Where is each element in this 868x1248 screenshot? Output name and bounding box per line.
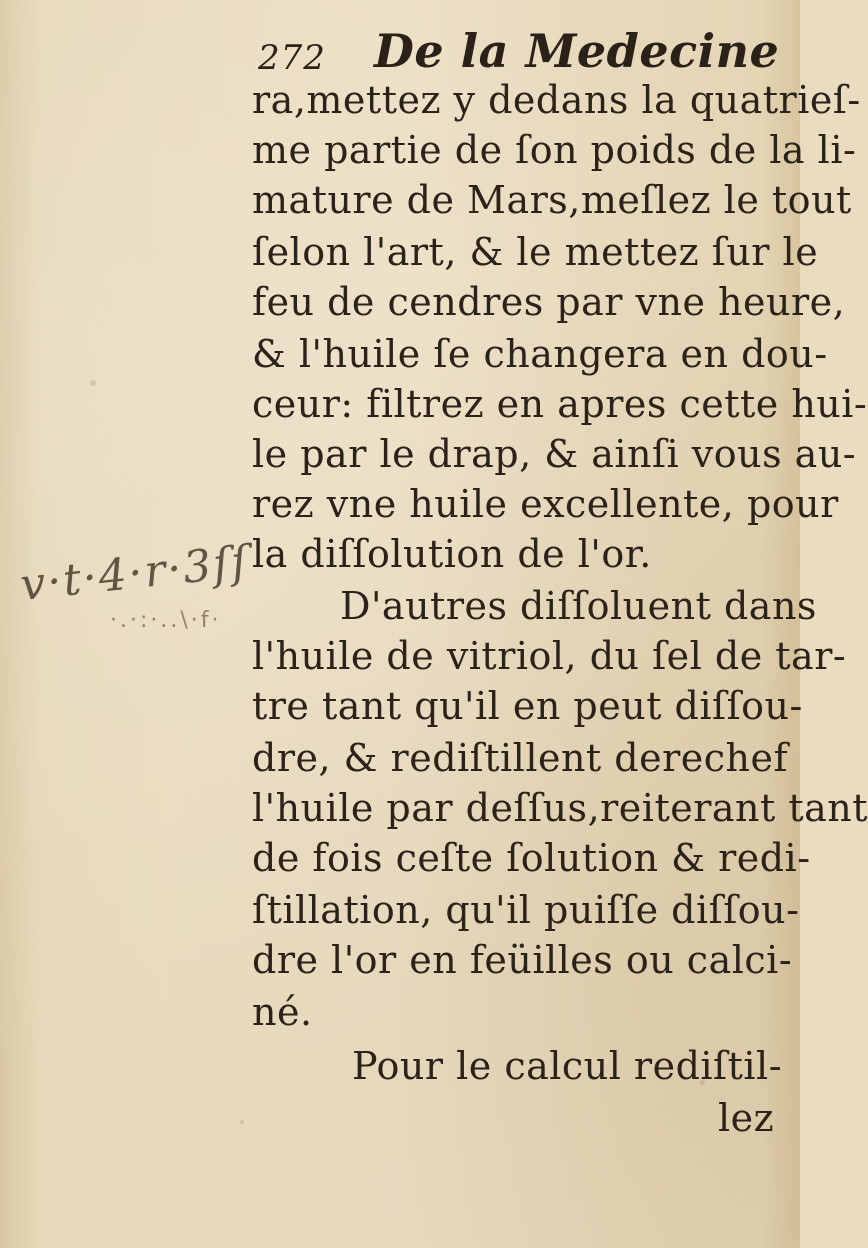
- text-line: & l'huile ſe changera en dou-: [252, 332, 828, 376]
- page-number: 272: [258, 38, 326, 78]
- catchword: lez: [718, 1096, 775, 1140]
- text-line: dre, & rediſtillent derechef: [252, 736, 789, 780]
- text-line: me partie de ſon poids de la li-: [252, 128, 857, 172]
- text-line: ceur: filtrez en apres cette hui-: [252, 382, 868, 426]
- text-line: ſtillation, qu'il puiſſe diſſou-: [252, 888, 800, 932]
- text-line: feu de cendres par vne heure,: [252, 280, 846, 324]
- text-line: l'huile de vitriol, du ſel de tar-: [252, 634, 847, 678]
- text-line: Pour le calcul rediſtil-: [352, 1044, 783, 1088]
- handwritten-margin-note: v·t·4·r·3ſſ: [17, 536, 253, 611]
- text-line: le par le drap, & ainſi vous au-: [252, 432, 857, 476]
- text-line: rez vne huile excellente, pour: [252, 482, 839, 526]
- paper-stain: [90, 380, 96, 386]
- text-line: mature de Mars,meſlez le tout: [252, 178, 852, 222]
- margin-marks: ·.·:·..\·f·: [110, 608, 222, 633]
- text-line: tre tant qu'il en peut diſſou-: [252, 684, 803, 728]
- text-line: ra,mettez y dedans la quatrieſ-: [252, 78, 861, 122]
- running-title: De la Medecine: [374, 24, 780, 78]
- text-line: né.: [252, 990, 313, 1034]
- text-line: D'autres diſſoluent dans: [340, 584, 817, 628]
- text-line: la diſſolution de l'or.: [252, 532, 652, 576]
- text-line: de fois ceſte ſolution & redi-: [252, 836, 811, 880]
- text-line: dre l'or en feüilles ou calci-: [252, 938, 793, 982]
- paper-stain: [240, 1120, 244, 1124]
- text-line: l'huile par deſſus,reiterant tant: [252, 786, 868, 830]
- text-line: ſelon l'art, & le mettez ſur le: [252, 230, 819, 274]
